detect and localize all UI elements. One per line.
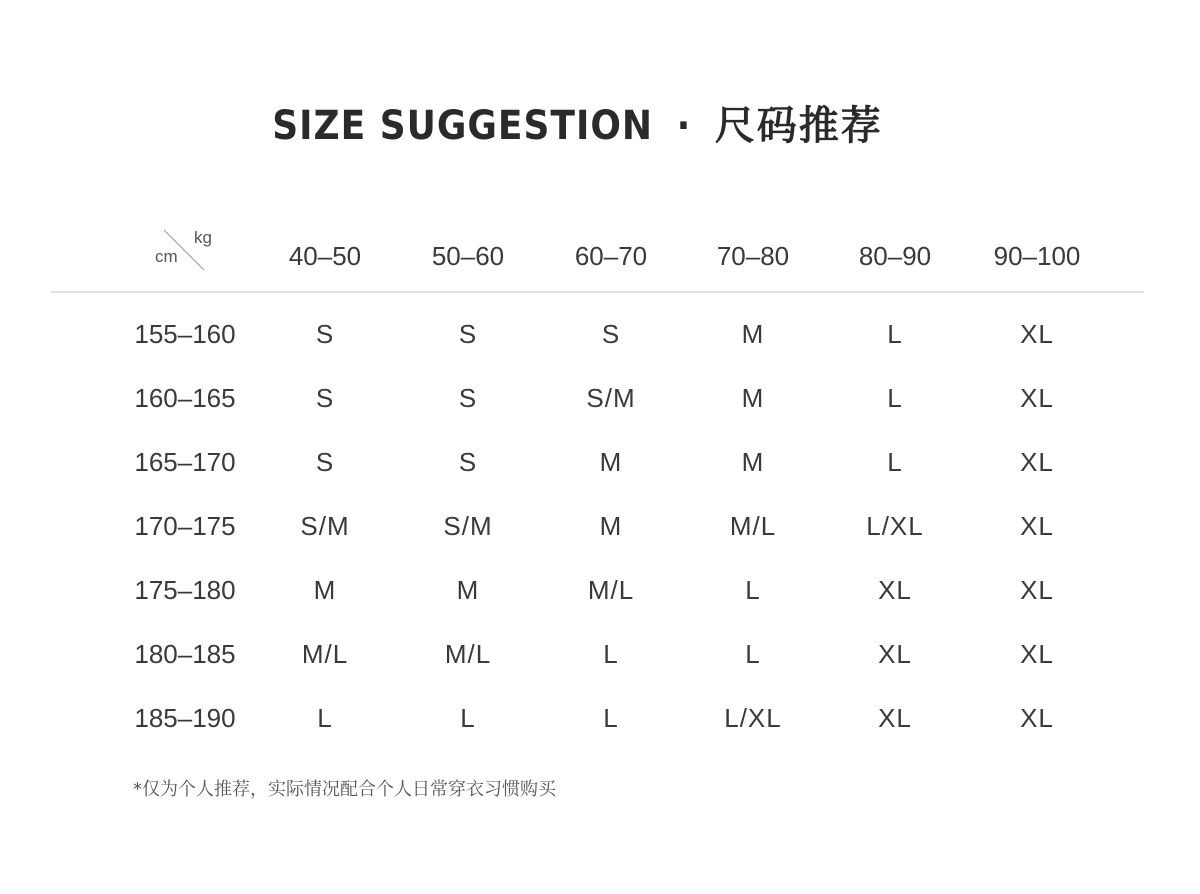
row-header-height: 175–180 [134, 575, 236, 605]
size-cell: L/XL [724, 703, 782, 733]
row-header-height: 170–175 [134, 511, 236, 541]
size-cell: M [599, 447, 623, 477]
size-cell: M [313, 575, 337, 605]
title-separator: · [676, 103, 692, 149]
size-cell: L [603, 703, 619, 733]
size-cell: L [887, 383, 903, 413]
size-cell: L [745, 639, 761, 669]
title-english: SIZE SUGGESTION [272, 103, 654, 149]
size-cell: S [458, 447, 478, 477]
size-cell: M/L [729, 511, 777, 541]
size-cell: S/M [300, 511, 350, 541]
size-cell: S [458, 319, 478, 349]
size-cell: L [603, 639, 619, 669]
header-divider [51, 291, 1144, 293]
column-header-weight: 50–60 [431, 241, 505, 271]
footnote: *仅为个人推荐，实际情况配合个人日常穿衣习惯购买 [133, 779, 556, 800]
size-cell: M/L [444, 639, 492, 669]
size-cell: M [599, 511, 623, 541]
column-header-weight: 40–50 [288, 241, 362, 271]
column-header-weight: 90–100 [993, 241, 1081, 271]
table-row [0, 314, 1200, 354]
row-header-height: 180–185 [134, 639, 236, 669]
size-cell: XL [1020, 703, 1054, 733]
size-cell: XL [878, 703, 912, 733]
size-cell: M [741, 319, 765, 349]
size-cell: XL [878, 639, 912, 669]
column-header-weight: 80–90 [858, 241, 932, 271]
size-cell: M/L [587, 575, 635, 605]
weight-unit-label: kg [194, 228, 212, 247]
size-cell: L/XL [866, 511, 924, 541]
size-cell: S [315, 447, 335, 477]
column-header-weight: 70–80 [716, 241, 790, 271]
size-cell: S/M [586, 383, 636, 413]
row-header-height: 160–165 [134, 383, 236, 413]
height-unit-label: cm [155, 247, 178, 266]
size-cell: M/L [301, 639, 349, 669]
size-cell: L [745, 575, 761, 605]
size-cell: XL [1020, 639, 1054, 669]
table-row [0, 506, 1200, 546]
size-cell: S [601, 319, 621, 349]
table-row [0, 698, 1200, 738]
size-cell: XL [1020, 575, 1054, 605]
size-cell: XL [1020, 383, 1054, 413]
table-row [0, 634, 1200, 674]
size-cell: XL [1020, 319, 1054, 349]
column-header-weight: 60–70 [574, 241, 648, 271]
size-cell: S [315, 383, 335, 413]
size-cell: M [456, 575, 480, 605]
row-header-height: 155–160 [134, 319, 236, 349]
row-header-height: 165–170 [134, 447, 236, 477]
page-title [0, 96, 1155, 156]
size-cell: L [317, 703, 333, 733]
size-cell: M [741, 447, 765, 477]
size-cell: XL [1020, 511, 1054, 541]
size-cell: M [741, 383, 765, 413]
size-cell: L [460, 703, 476, 733]
size-cell: L [887, 447, 903, 477]
table-row [0, 378, 1200, 418]
table-corner-header [150, 226, 220, 272]
table-row [0, 442, 1200, 482]
table-row [0, 570, 1200, 610]
size-cell: XL [878, 575, 912, 605]
title-chinese: 尺码推荐 [714, 103, 883, 149]
size-cell: L [887, 319, 903, 349]
size-cell: S [315, 319, 335, 349]
size-cell: S/M [443, 511, 493, 541]
row-header-height: 185–190 [134, 703, 236, 733]
size-cell: S [458, 383, 478, 413]
size-cell: XL [1020, 447, 1054, 477]
